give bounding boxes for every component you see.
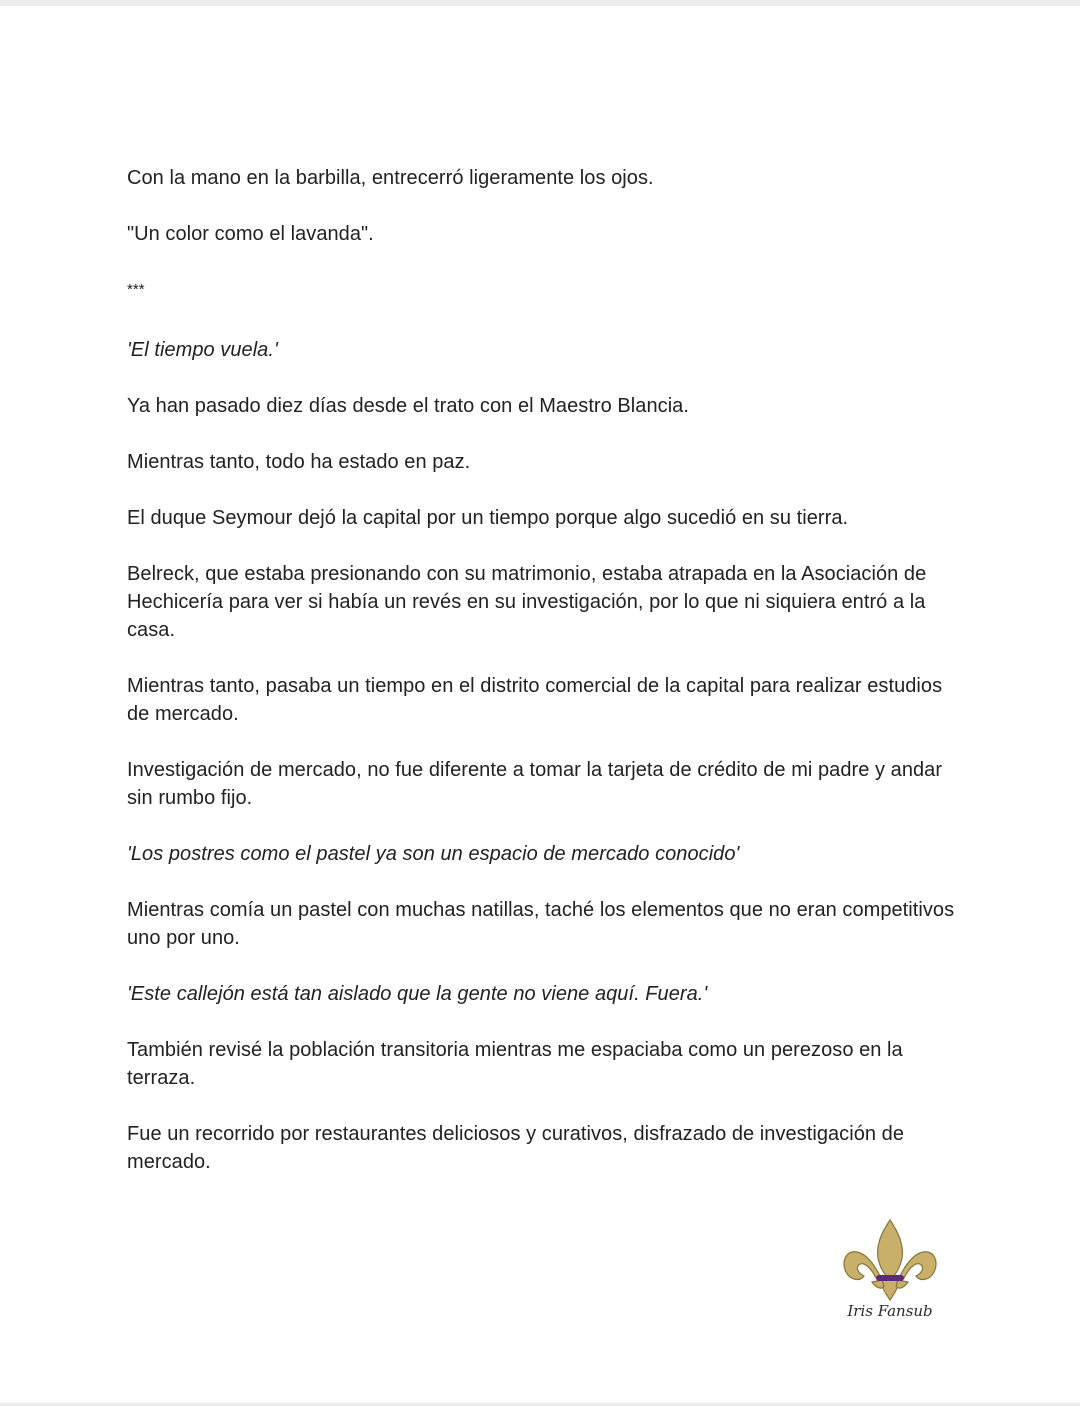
paragraph: Mientras comía un pastel con muchas natillas, taché los elementos que no eran competitivos uno por uno. — [127, 899, 955, 949]
watermark-logo — [838, 1218, 942, 1330]
document-page — [0, 6, 1080, 1403]
paragraph: Fue un recorrido por restaurantes deliciosos y curativos, disfrazado de investigación de mercado. — [127, 1123, 905, 1173]
fleur-de-lis-icon — [838, 1218, 942, 1302]
paragraph: Mientras tanto, todo ha estado en paz. — [127, 451, 471, 473]
watermark-text: Iris Fansub — [847, 1302, 933, 1320]
paragraph: Con la mano en la barbilla, entrecerró ligeramente los ojos. — [127, 167, 654, 189]
paragraph: Investigación de mercado, no fue diferente a tomar la tarjeta de crédito de mi padre y andar sin rumbo fijo. — [127, 759, 943, 809]
paragraph: "Un color como el lavanda". — [127, 223, 374, 245]
paragraph: Ya han pasado diez días desde el trato con el Maestro Blancia. — [127, 395, 689, 417]
document-body — [127, 164, 957, 1204]
scene-separator: *** — [127, 281, 145, 298]
paragraph: 'Los postres como el pastel ya son un espacio de mercado conocido' — [127, 843, 740, 865]
paragraph: El duque Seymour dejó la capital por un tiempo porque algo sucedió en su tierra. — [127, 507, 849, 529]
paragraph: También revisé la población transitoria mientras me espaciaba como un perezoso en la terraza. — [127, 1039, 903, 1089]
fleur-band — [876, 1275, 904, 1281]
paragraph: 'El tiempo vuela.' — [127, 339, 278, 361]
paragraph: Belreck, que estaba presionando con su matrimonio, estaba atrapada en la Asociación de Hechicería para ver si había un revés en su investigación, por lo que ni siquiera entró a la casa. — [127, 563, 927, 641]
paragraph: Mientras tanto, pasaba un tiempo en el distrito comercial de la capital para realizar estudios de mercado. — [127, 675, 943, 725]
paragraph: 'Este callejón está tan aislado que la gente no viene aquí. Fuera.' — [127, 983, 708, 1005]
